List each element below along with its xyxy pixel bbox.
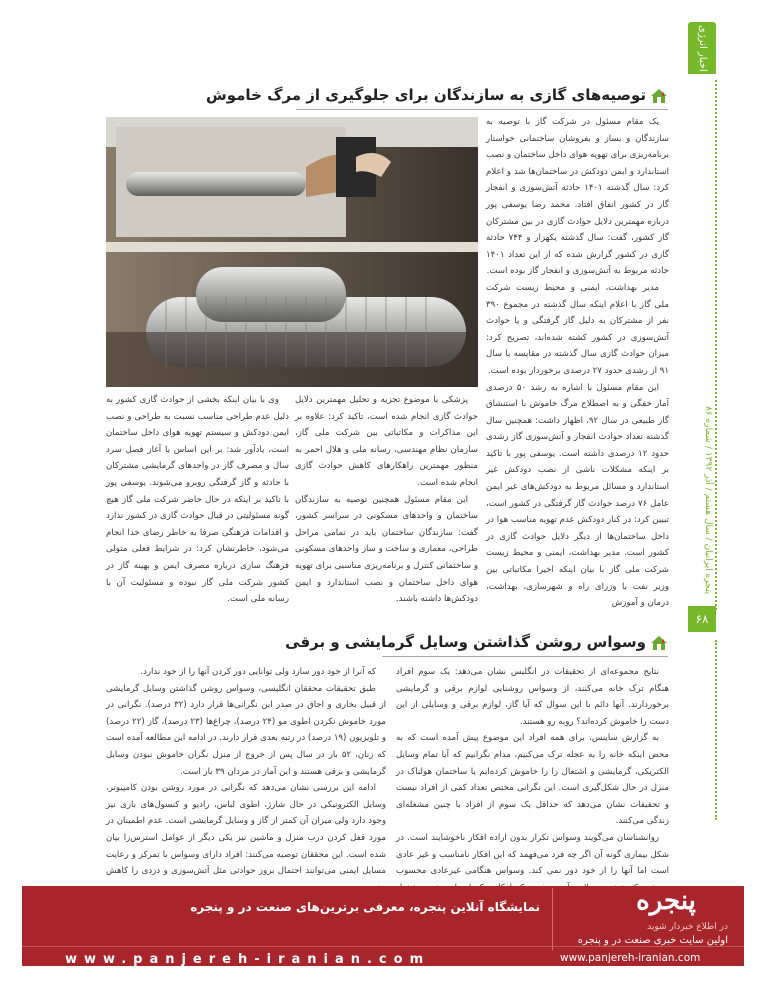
heading-rule — [296, 109, 668, 110]
article2-column-left — [106, 664, 386, 880]
house-flame-icon — [650, 635, 668, 651]
paragraph: روانشناسان می‌گویند وسواس تکرار بدون اراده افکار ناخوشایند است. در شکل بیماری گونه آن اگر چه فرد می‌فهمد که این افکار نامناسب و غیر عادی است اما آنها را از خود دور نمی کند. وسواس هنگامی غیرعادی محسوب — [396, 832, 669, 877]
article1-column-right — [486, 114, 669, 624]
logo-slogan: در اطلاع خبردار شوید — [647, 922, 728, 932]
paragraph: که آنرا از خود دور سازد ولی توانایی دور کردن آنها را از خود ندارد. — [140, 667, 376, 677]
article1-column-left — [106, 392, 289, 605]
page-number: ۶۸ — [688, 606, 716, 632]
article2-title: وسواس روشن گذاشتن وسایل گرمایشی و برقی — [285, 633, 646, 651]
article2-column-right — [396, 664, 669, 880]
footer-url-link[interactable]: www.panjereh-iranian.com — [65, 952, 431, 967]
paragraph: ادامه این بررسی نشان می‌دهد که نگرانی در مورد روشن بودن کامپیوتر، وسایل الکترونیکی در حال شارژ، اطوی لباس، رادیو و کنسول‌های بازی نیز وجود دارد ولی میزان آن کمتر از گاز و وسایل گرمایشی است. عدم اطمینان در مورد قفل کردن درب منزل و ماشین نیز یکی دیگر از عوامل استرس‌زا بیان شده است. این محققان توصیه می‌کنند: افراد دارای وسواس با تمرکز و رعایت مسایل ایمنی می‌توانند احتمال بروز حوادثی مثل آتش‌سوزی و دزدی را کاهش — [106, 783, 386, 877]
sidebar-divider-lower — [715, 640, 717, 820]
paragraph: مدیر بهداشت، ایمنی و محیط زیست شرکت ملی گاز با اعلام اینکه سال گذشته در مجموع ۳۹۰ نفر از مشترکان به دلیل گاز گرفتگی و یا حوادث آتش‌سوزی در کشور کشته شده‌اند، تصریح کرد: میزان حوادث گازی سال گذشته در مقایسه با سال ۹۱ از رشدی حدود ۲۷ درصدی برخوردار بوده است. — [486, 282, 669, 376]
sidebar-divider — [715, 80, 717, 610]
site-url[interactable]: www.panjereh-iranian.com — [560, 952, 701, 964]
panjereh-logo: پنجره — [636, 886, 696, 916]
article1-heading — [206, 86, 668, 110]
footer-divider — [552, 888, 553, 950]
paragraph: طبق تحقیقات محققان انگلیسی، وسواس روشن گذاشتن وسایل گرمایشی از قبیل بخاری و اجاق در صدر این نگرانی‌ها قرار دارد (۳۲ درصد). نگرانی در مورد خاموش نکردن اطوی مو (۲۴ درصد)، چراغ‌ها (۲۳ درصد)، گاز (۲۲ درصد) و تلویزیون (۱۹ درصد) در رتبه بعدی قرار دارند. در ادامه این مطالعه آمده است که زنان، ۵۲ بار در سال پس از خروج از منزل نگران خاموش نبودن وسایل گرمایشی و برقی هستند و این آمار در مردان ۳۹ بار است. — [106, 683, 387, 777]
paragraph: این مقام مسئول همچنین توصیه به سازندگان ساختمان و واحدهای مسکونی در سراسر کشور، گفت: سازندگان ساختمان باید در تمامی مراحل طراحی، معماری و ساخت و ساز واحدهای مسکونی و ساختمانی کنترل و برنامه‌ریزی مناسبی برای تهویه هوای داخل ساختمان و نصب استاندارد و ایمن دودکش‌ها داشته باشند. — [295, 494, 478, 605]
footer-tagline: نمایشگاه آنلاین پنجره، معرفی برترین‌های صنعت در و پنجره — [190, 900, 540, 914]
paragraph: یک مقام مسئول در شرکت گاز با توصیه به سازندگان و بساز و بفروشان ساختمانی خواستار برنامه‌ریزی برای تهویه هوای داخل ساختمان و نصب استاندارد و ایمن دودکش در ساختمان‌ها شد و اعلام کرد: سال گذشته ۱۴۰۱ حادثه آتش‌سوزی و انفجار گاز در کشور اتفاق افتاد. محمد رضا یوسفی پور درباره مهمترین دلایل حوادث گازی در بین مشترکان گاز کشور، گفت: سال گذشته یکهزار و ۷۴۴ حادثه گازی در کشور گزارش شده که از این تعداد ۱۴۰۱ حادثه مربوط به آتش‌سوزی و انفجار گاز بوده است. — [486, 117, 669, 277]
ductwork-photo — [106, 117, 478, 387]
article1-column-middle — [295, 392, 478, 605]
section-tag: اخبار انرژی — [697, 24, 708, 72]
paragraph: نتایج مجموعه‌ای از تحقیقات در انگلیس نشان می‌دهد: یک سوم افراد هنگام ترک خانه می‌کنند، از وسواس روشنایی لوازم برقی و گرمایشی برخوردارند. آنها دائم با این سوال که آیا گاز، لوازم برقی و وسایلی از این دست را خاموش کرده‌اند؟ روبه رو هستند. — [396, 667, 669, 727]
issue-info: پنجره ایرانیان / سال هشتم / آذر ۱۳۹۲ / شماره ۸۶ — [703, 406, 713, 595]
paragraph: پزشکی با موضوع تجزیه و تحلیل مهمترین دلایل حوادث گازی انجام شده است، تاکید کرد: علاوه بر این مذاکرات و مکاتباتی بین شرکت ملی گاز، سازمان نظام مهندسی، رسانه ملی و هلال احمر به منظور مهمترین راهکارهای کاهش حوادث گازی انجام شده است. — [295, 395, 478, 488]
paragraph: به گزارش ساینس، برای همه افراد این موضوع پیش آمده است که به محض اینکه خانه را به عجله ترک می‌کنیم، مدام نگرانیم که آیا تمام وسایل الکتریکی، گرمایشی و اشتعال زا را خاموش کرده‌ایم یا ساختمان هولناک در منزل در حال شکل‌گیری است. این نگرانی مختص تعداد کمی از افراد نیست و تحقیقات نشان می‌دهد که حداقل یک سوم از افراد با چنین مشغله‌ای زندگی می‌کنند. — [396, 733, 669, 827]
house-flame-icon — [650, 88, 668, 104]
paragraph: وی با بیان اینکه بخشی از حوادث گازی کشور به دلیل عدم طراحی مناسب نسبت به طراحی و نصب ایمن دودکش و سیستم تهویه هوای داخل ساختمان است، یادآور شد: بر این اساس با آغاز فصل سرد سال و مصرف گاز در واحدهای گرمایشی مشترکان با حادثه و گاز گرفتگی روبرو می‌شوند. یوسفی پور با تاکید بر اینکه در حال حاضر شرکت ملی گاز هیچ گونه مسئولیتی در قبال حوادث گازی در کشور ندارد و اقدامات فرهنگی صرفا به خاطر رضای خدا انجام می‌شود، خاطرنشان کرد: در شرایط فعلی متولی فرهنگ سازی درباره مصرف ایمن و بهینه گاز در کشور شرکت ملی گاز نبوده و مسئولیت آن با رسانه ملی است. — [106, 395, 289, 605]
heading-rule — [382, 656, 668, 657]
logo-subtitle: اولین سایت خبری صنعت در و پنجره — [577, 935, 728, 946]
article1-title: توصیه‌های گازی به سازندگان برای جلوگیری از مرگ خاموش — [206, 86, 646, 104]
article2-heading — [285, 633, 668, 657]
paragraph: این مقام مسئول با اشاره به رشد ۵۰ درصدی آمار خفگی و به اصطلاح مرگ خاموش با استنشاق گاز طبیعی در سال ۹۲، اظهار داشت: همچنین سال گذشته تعداد حوادث انفجار و آتش‌سوزی گاز رشدی حدود ۱۲ درصدی داشته است. یوسفی پور با تاکید بر اینکه مشکلات ناشی از نصب دودکش غیر استاندارد و مسائل مربوط به دودکش‌های غیر ایمن عامل ۷۶ درصد حوادث گاز گرفتگی در کشور است، تبیین کرد: در کنار دودکش عدم تهویه مناسب هوا در داخل ساختمان‌ها از دیگر دلایل حوادث گازی در کشور است. مدیر بهداشت، ایمنی و محیط زیست شرکت ملی گاز با بیان اینکه اخیرا مکاتباتی بین وزیر نفت با وزرای راه و شهرسازی، بهداشت، درمان و آموزش — [486, 382, 669, 609]
